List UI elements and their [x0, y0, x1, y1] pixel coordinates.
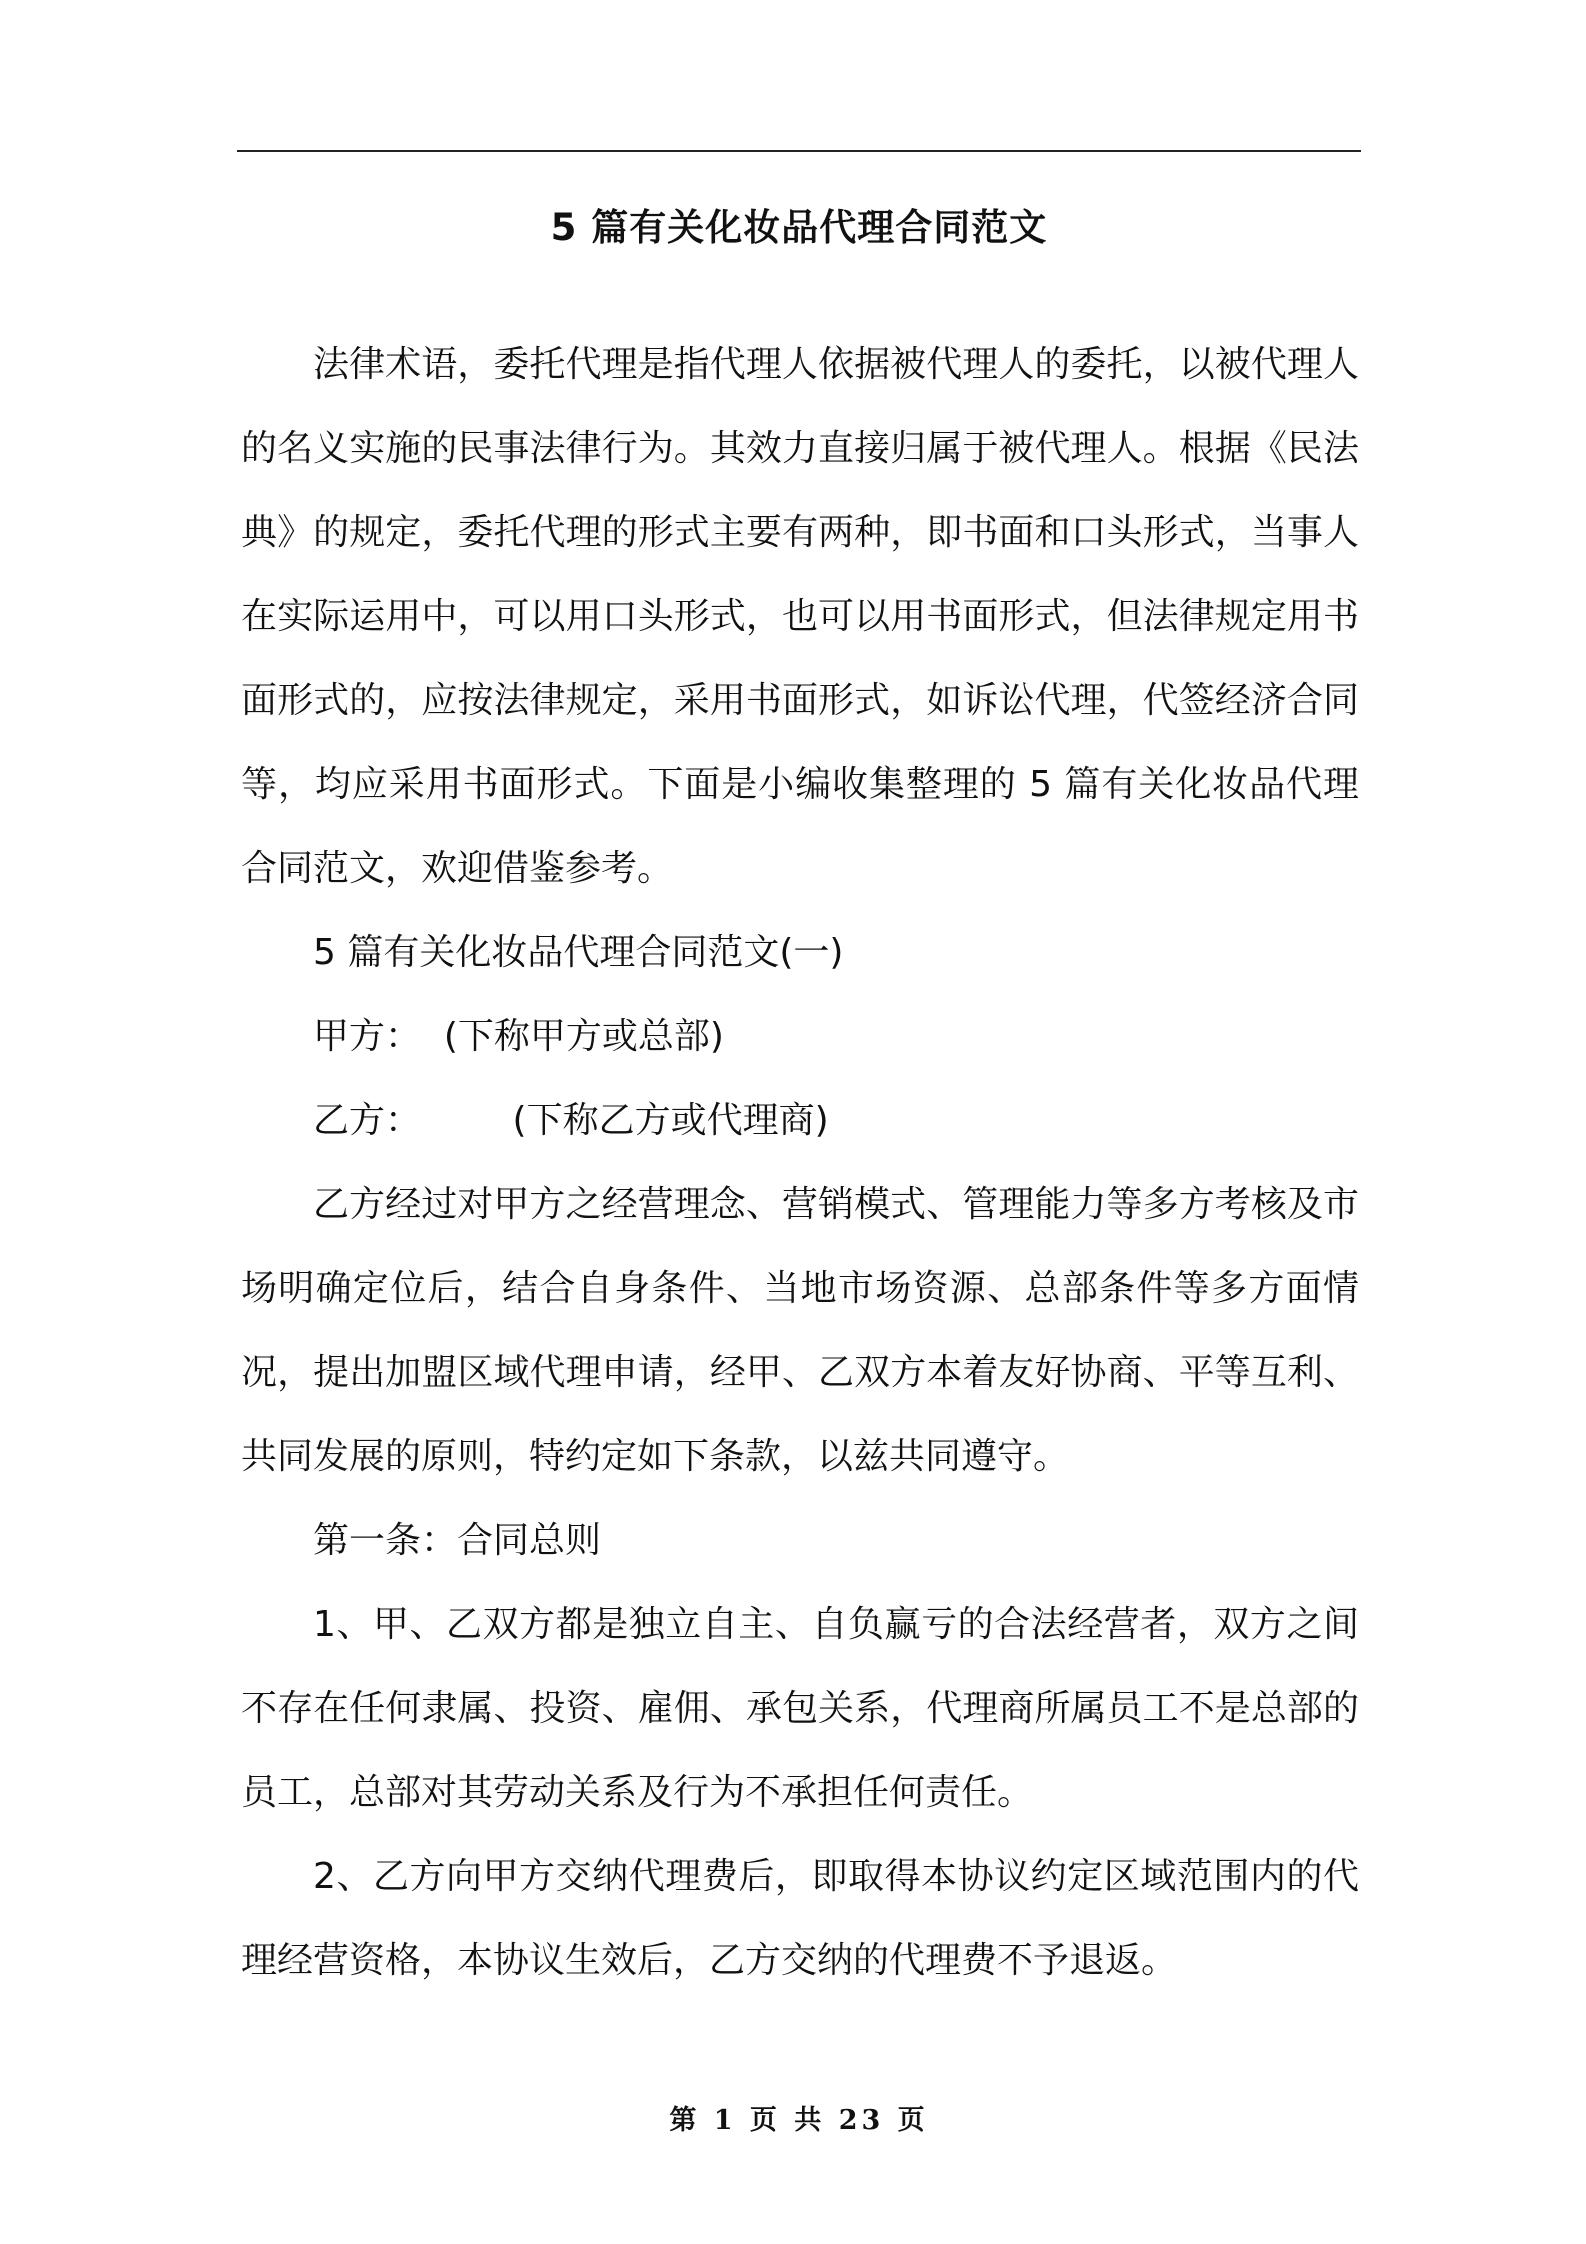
article-heading: 第一条：合同总则	[313, 1520, 602, 1561]
party-b-line: 乙方： (下称乙方或代理商)	[313, 1100, 829, 1141]
clause-2: 2、乙方向甲方交纳代理费后，即取得本协议约定区域范围内的代理经营资格，本协议生效后，乙方交纳的代理费不予退返。	[241, 1856, 1359, 1981]
document-body	[241, 323, 1359, 2003]
preamble-paragraph: 乙方经过对甲方之经营理念、营销模式、管理能力等多方考核及市场明确定位后，结合自身条件、当地市场资源、总部条件等多方面情况，提出加盟区域代理申请，经甲、乙双方本着友好协商、平等互利、共同发展的原则，特约定如下条款，以兹共同遵守。	[241, 1184, 1359, 1477]
header-rule	[237, 150, 1361, 152]
page-indicator: 第 1 页 共 23 页	[669, 2105, 929, 2136]
document-title: 5 篇有关化妆品代理合同范文	[550, 206, 1048, 249]
intro-paragraph: 法律术语，委托代理是指代理人依据被代理人的委托，以被代理人的名义实施的民事法律行为。其效力直接归属于被代理人。根据《民法典》的规定，委托代理的形式主要有两种，即书面和口头形式，当事人在实际运用中，可以用口头形式，也可以用书面形式，但法律规定用书面形式的，应按法律规定，采用书面形式，如诉讼代理，代签经济合同等，均应采用书面形式。下面是小编收集整理的 5 篇有关化妆品代理合同范文，欢迎借鉴参考。	[241, 344, 1359, 889]
section-heading: 5 篇有关化妆品代理合同范文(一)	[313, 932, 844, 973]
clause-1: 1、甲、乙双方都是独立自主、自负赢亏的合法经营者，双方之间不存在任何隶属、投资、雇佣、承包关系，代理商所属员工不是总部的员工，总部对其劳动关系及行为不承担任何责任。	[241, 1604, 1359, 1813]
party-a-line: 甲方： (下称甲方或总部)	[313, 1016, 724, 1057]
